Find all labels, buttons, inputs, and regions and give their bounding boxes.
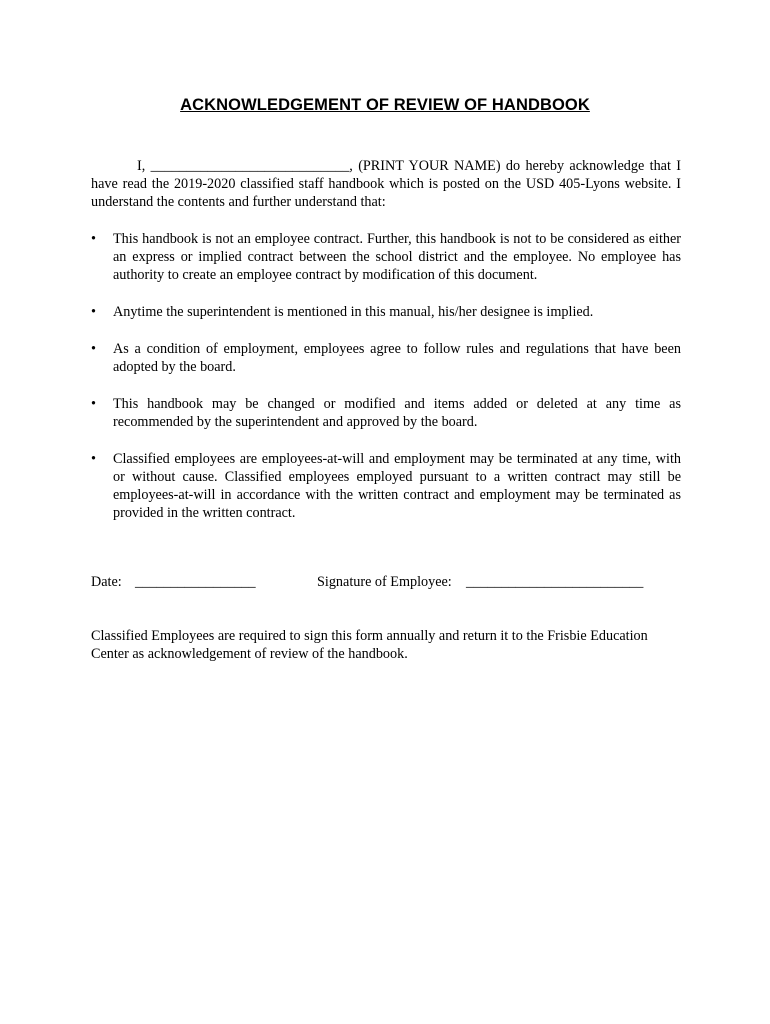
intro-text: , (PRINT YOUR NAME) do hereby acknowledge that I have read the 2019-2020 classified staff handbook which is posted on the USD 405-Lyons website. I understand the contents and further understand that: <box>91 158 682 210</box>
list-item-text: Anytime the superintendent is mentioned in this manual, his/her designee is implied. <box>113 304 594 320</box>
list-item <box>91 395 681 431</box>
list-item-text: This handbook is not an employee contract. Further, this handbook is not to be considered as either an express or implied contract between the school district and the employee. No employee has authority to create an employee contract by modification of this document. <box>113 231 681 283</box>
list-item-text: Classified employees are employees-at-will and employment may be terminated at any time, with or without cause. Classified employees employed pursuant to a written contract may still be employees-at-will in accordance with the written contract and employment may be terminated as provided in the written contract. <box>113 451 681 521</box>
terms-list <box>91 230 681 522</box>
bullet-icon: • <box>91 304 96 320</box>
bullet-icon: • <box>91 451 96 467</box>
signature-label: Signature of Employee: <box>317 574 452 590</box>
list-item <box>91 303 681 321</box>
date-label: Date: <box>91 574 122 590</box>
intro-prefix: I, <box>137 158 146 174</box>
bullet-icon: • <box>91 231 96 247</box>
footer-instructions: Classified Employees are required to sign this form annually and return it to the Frisbie Education Center as acknowledgement of review of the handbook. <box>91 628 648 662</box>
list-item <box>91 450 681 522</box>
list-item <box>91 340 681 376</box>
list-item-text: This handbook may be changed or modified and items added or deleted at any time as recommended by the superintendent and approved by the board. <box>113 396 681 430</box>
bullet-icon: • <box>91 341 96 357</box>
print-name-blank: ____________________________ <box>150 158 350 174</box>
signature-field: _________________________ <box>466 574 644 590</box>
date-field: _________________ <box>135 574 256 590</box>
list-item <box>91 230 681 284</box>
list-item-text: As a condition of employment, employees agree to follow rules and regulations that have been adopted by the board. <box>113 341 681 375</box>
bullet-icon: • <box>91 396 96 412</box>
document-title: ACKNOWLEDGEMENT OF REVIEW OF HANDBOOK <box>180 96 590 114</box>
intro-paragraph <box>91 157 681 211</box>
